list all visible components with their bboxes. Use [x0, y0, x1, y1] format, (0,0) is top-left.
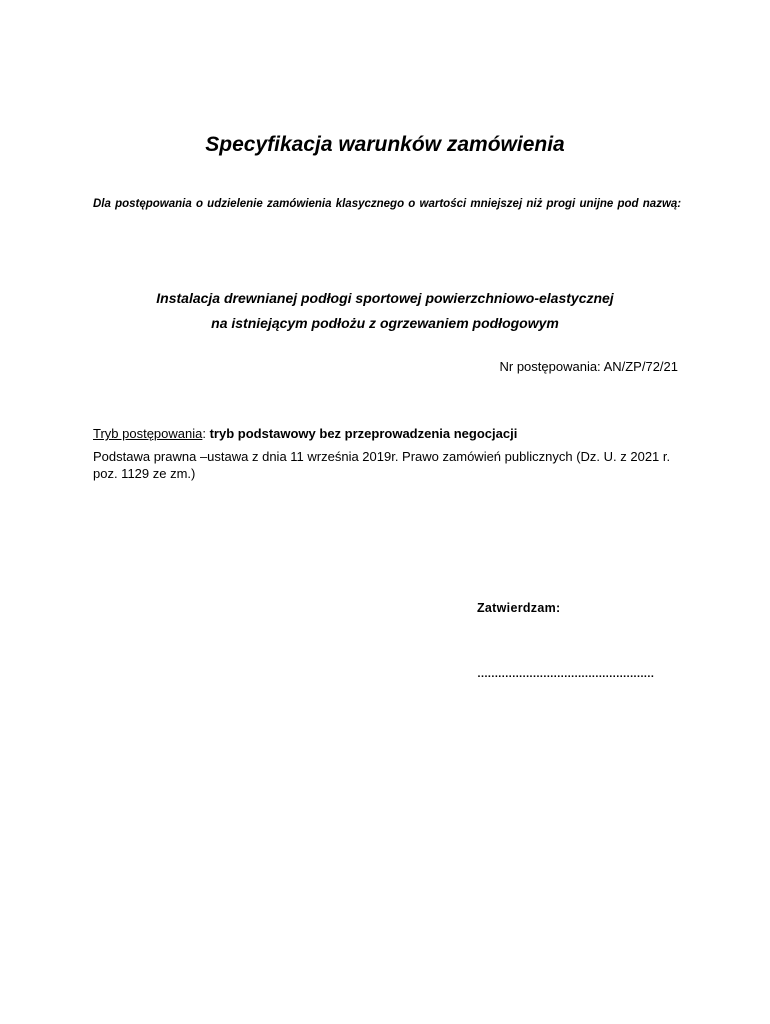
subject-line-1: Instalacja drewnianej podłogi sportowej powierzchniowo-elastycznej [156, 290, 614, 306]
approval-label: Zatwierdzam: [477, 601, 561, 615]
procedure-mode-separator: : [202, 426, 210, 441]
case-number: Nr postępowania: AN/ZP/72/21 [499, 359, 678, 374]
procedure-mode-value: tryb podstawowy bez przeprowadzenia negocjacji [209, 426, 518, 441]
legal-basis-text: Podstawa prawna –ustawa z dnia 11 września 2019r. Prawo zamówień publicznych (Dz. U. z 2021 r. poz. 1129 ze zm.) [93, 449, 671, 481]
document-title: Specyfikacja warunków zamówienia [205, 133, 565, 156]
signature-line: …………………………………………… [477, 668, 654, 680]
procedure-mode-line [93, 424, 517, 444]
procedure-mode-label: Tryb postępowania [93, 426, 203, 441]
subject-line-2: na istniejącym podłożu z ogrzewaniem podłogowym [211, 315, 559, 331]
intro-text: Dla postępowania o udzielenie zamówienia klasycznego o wartości mniejszej niż progi unijne pod nazwą: [93, 198, 682, 210]
